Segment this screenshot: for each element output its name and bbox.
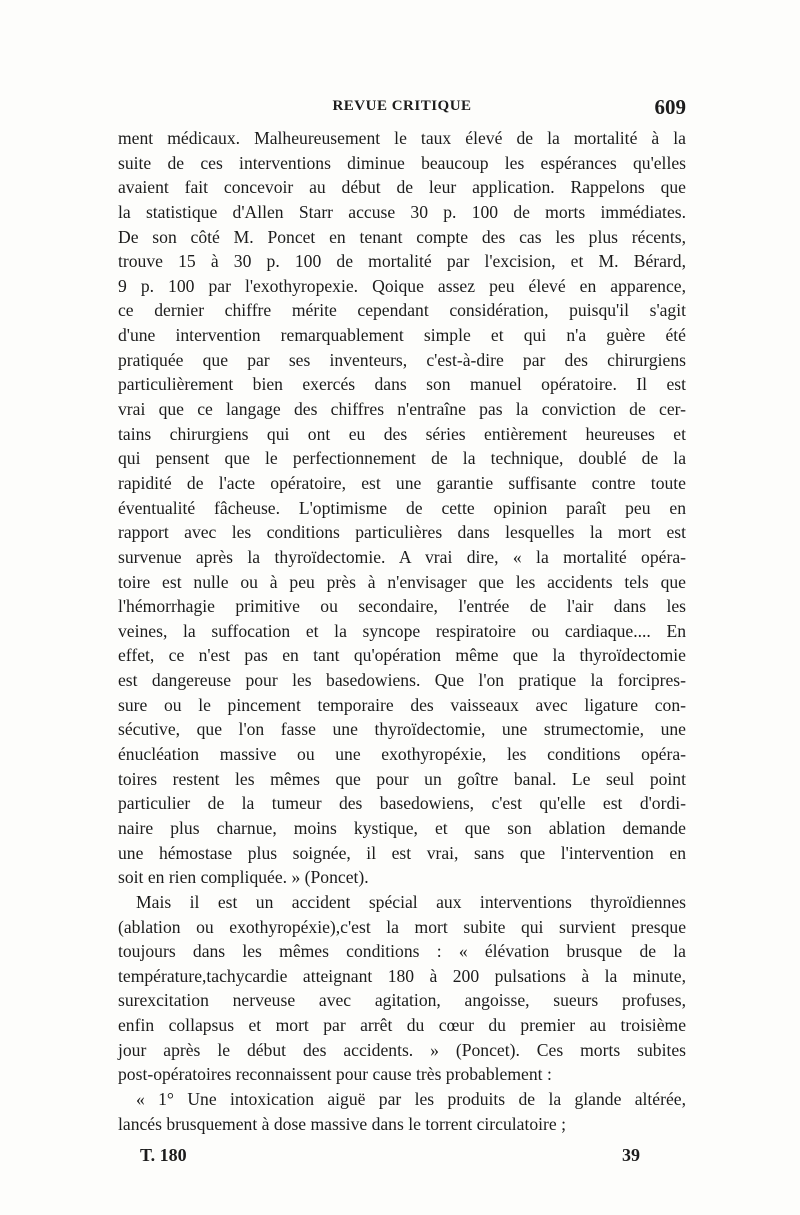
text-line: jour après le début des accidents. » (Poncet). Ces morts subites (118, 1039, 686, 1060)
text-line: une hémostase plus soignée, il est vrai, sans que l'intervention en (118, 842, 686, 863)
text-line: pratiquée que par ses inventeurs, c'est-à-dire par des chirurgiens (118, 349, 686, 370)
running-title: REVUE CRITIQUE (332, 98, 472, 114)
text-line: enfin collapsus et mort par arrêt du cœur du premier au troisième (118, 1015, 686, 1036)
text-line: toires restent les mêmes que pour un goître banal. Le seul point (118, 768, 686, 789)
text-line: naire plus charnue, moins kystique, et que son ablation demande (118, 817, 686, 838)
text-line: énucléation massive ou une exothyropéxie, les conditions opéra- (118, 744, 686, 765)
text-line: lancés brusquement à dose massive dans le torrent circulatoire ; (118, 1113, 566, 1134)
text-line: sure ou le pincement temporaire des vaisseaux avec ligature con- (118, 694, 686, 715)
text-line: qui pensent que le perfectionnement de la technique, doublé de la (118, 448, 686, 469)
text-line: sécutive, que l'on fasse une thyroïdectomie, une strumectomie, une (118, 719, 686, 740)
text-line: ce dernier chiffre mérite cependant considération, puisqu'il s'agit (118, 300, 686, 321)
text-line: d'une intervention remarquablement simple et qui n'a guère été (118, 325, 686, 346)
text-line: soit en rien compliquée. » (Poncet). (118, 867, 369, 888)
text-line: est dangereuse pour les basedowiens. Que l'on pratique la forcipres- (118, 670, 686, 691)
body-text (118, 126, 686, 1136)
text-line: « 1° Une intoxication aiguë par les produits de la glande altérée, (136, 1088, 686, 1109)
text-line: toire est nulle ou à peu près à n'envisager que les accidents tels que (118, 571, 686, 592)
text-line: la statistique d'Allen Starr accuse 30 p. 100 de morts immédiates. (118, 201, 686, 222)
text-line: particulier de la tumeur des basedowiens, c'est qu'elle est d'ordi- (118, 793, 686, 814)
text-line: l'hémorrhagie primitive ou secondaire, l'entrée de l'air dans les (118, 596, 686, 617)
text-line: Mais il est un accident spécial aux interventions thyroïdiennes (136, 891, 686, 912)
text-line: température,tachycardie atteignant 180 à 200 pulsations à la minute, (118, 965, 686, 986)
sheet-number: 39 (622, 1145, 640, 1165)
page-footer (140, 1145, 640, 1175)
text-line: 9 p. 100 par l'exothyropexie. Qoique assez peu élevé en apparence, (118, 275, 686, 296)
text-line: ment médicaux. Malheureusement le taux élevé de la mortalité à la (118, 128, 686, 148)
text-line: De son côté M. Poncet en tenant compte des cas les plus récents, (118, 226, 686, 247)
text-line: éventualité fâcheuse. L'optimisme de cette opinion paraît peu en (118, 497, 686, 518)
text-line: vrai que ce langage des chiffres n'entraîne pas la conviction de cer- (118, 399, 686, 420)
text-line: suite de ces interventions diminue beaucoup les espérances qu'elles (118, 152, 686, 173)
text-line: (ablation ou exothyropéxie),c'est la mort subite qui survient presque (118, 916, 686, 937)
text-line: avaient fait concevoir au début de leur application. Rappelons que (118, 177, 686, 198)
text-line: survenue après la thyroïdectomie. A vrai dire, « la mortalité opéra- (118, 546, 686, 567)
text-line: effet, ce n'est pas en tant qu'opération même que la thyroïdectomie (118, 645, 686, 666)
text-line: veines, la suffocation et la syncope respiratoire ou cardiaque.... En (118, 620, 686, 641)
text-line: rapport avec les conditions particulières dans lesquelles la mort est (118, 522, 686, 543)
text-line: post-opératoires reconnaissent pour cause très probablement : (118, 1064, 552, 1085)
text-line: particulièrement bien exercés dans son manuel opératoire. Il est (118, 374, 686, 395)
text-line: surexcitation nerveuse avec agitation, angoisse, sueurs profuses, (118, 990, 686, 1011)
page-number: 609 (654, 95, 686, 119)
text-line: rapidité de l'acte opératoire, est une garantie suffisante contre toute (118, 472, 686, 493)
text-line: tains chirurgiens qui ont eu des séries entièrement heureuses et (118, 423, 686, 444)
signature-mark: T. 180 (140, 1145, 187, 1165)
text-line: trouve 15 à 30 p. 100 de mortalité par l'excision, et M. Bérard, (118, 251, 686, 272)
text-line: toujours dans les mêmes conditions : « élévation brusque de la (118, 941, 686, 962)
page-header (118, 95, 686, 124)
